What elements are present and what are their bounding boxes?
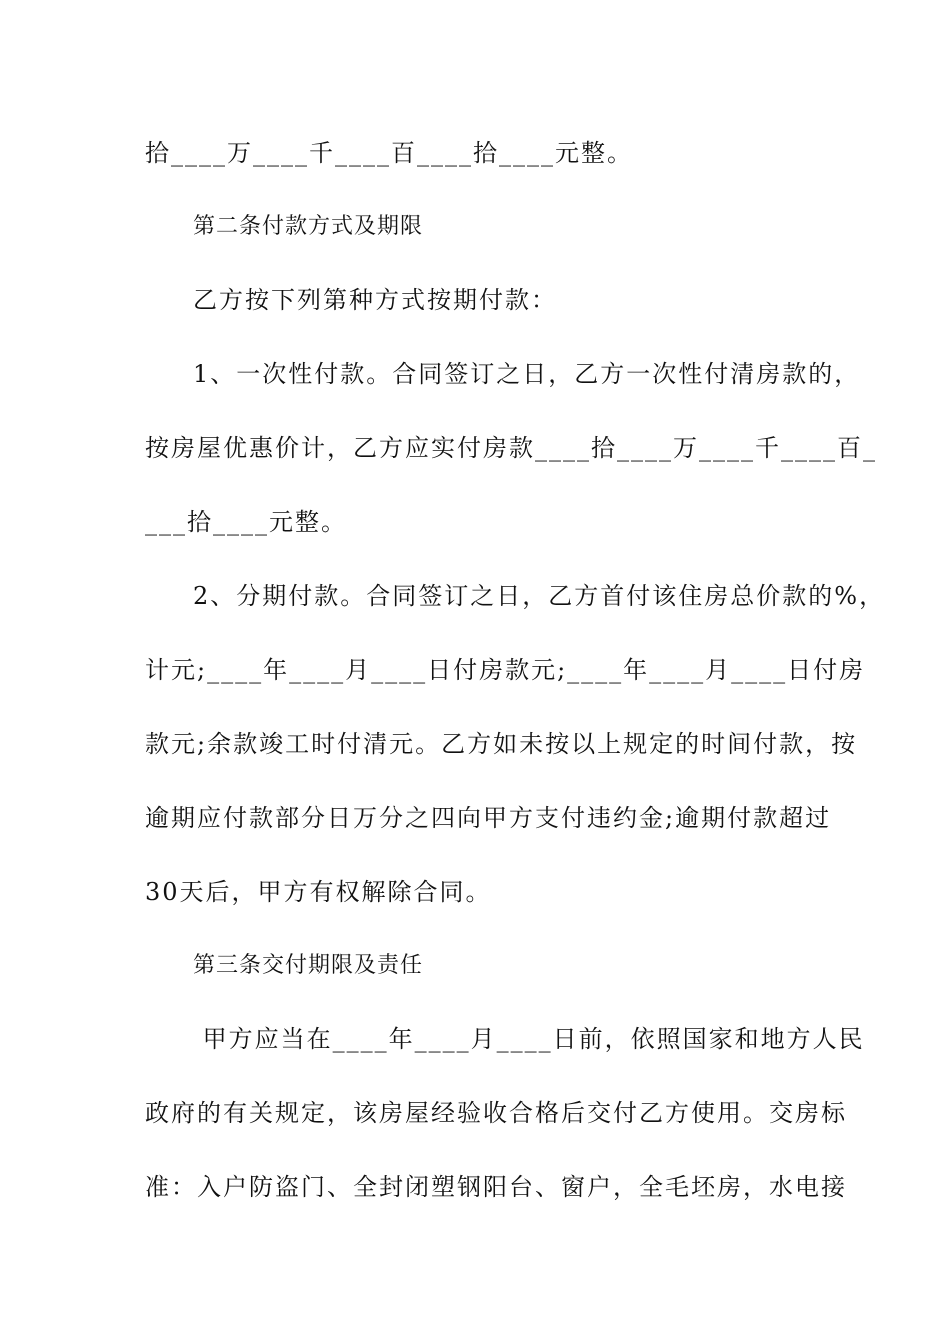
paragraph-line: 计元;____年____月____日付房款元;____年____月____日付房: [145, 656, 866, 684]
paragraph-line: 按房屋优惠价计，乙方应实付房款____拾____万____千____百_: [145, 434, 877, 462]
paragraph-line: 30天后，甲方有权解除合同。: [145, 878, 492, 906]
paragraph-line: 准：入户防盗门、全封闭塑钢阳台、窗户，全毛坯房，水电接: [145, 1173, 847, 1201]
paragraph-line: 逾期应付款部分日万分之四向甲方支付违约金;逾期付款超过: [145, 804, 832, 832]
paragraph-line: ___拾____元整。: [145, 508, 347, 536]
paragraph-line: 乙方按下列第种方式按期付款：: [193, 286, 557, 314]
paragraph-line: 拾____万____千____百____拾____元整。: [145, 139, 633, 167]
section-heading-3: 第三条交付期限及责任: [193, 953, 424, 978]
paragraph-line: 1、一次性付款。合同签订之日，乙方一次性付清房款的，: [193, 360, 861, 388]
paragraph-line: 甲方应当在____年____月____日前，依照国家和地方人民: [193, 1025, 865, 1053]
paragraph-line: 政府的有关规定，该房屋经验收合格后交付乙方使用。交房标: [145, 1099, 847, 1127]
paragraph-line: 2、分期付款。合同签订之日，乙方首付该住房总价款的%，: [193, 582, 886, 610]
section-heading-2: 第二条付款方式及期限: [193, 214, 424, 239]
paragraph-line: 款元;余款竣工时付清元。乙方如未按以上规定的时间付款，按: [145, 730, 858, 758]
